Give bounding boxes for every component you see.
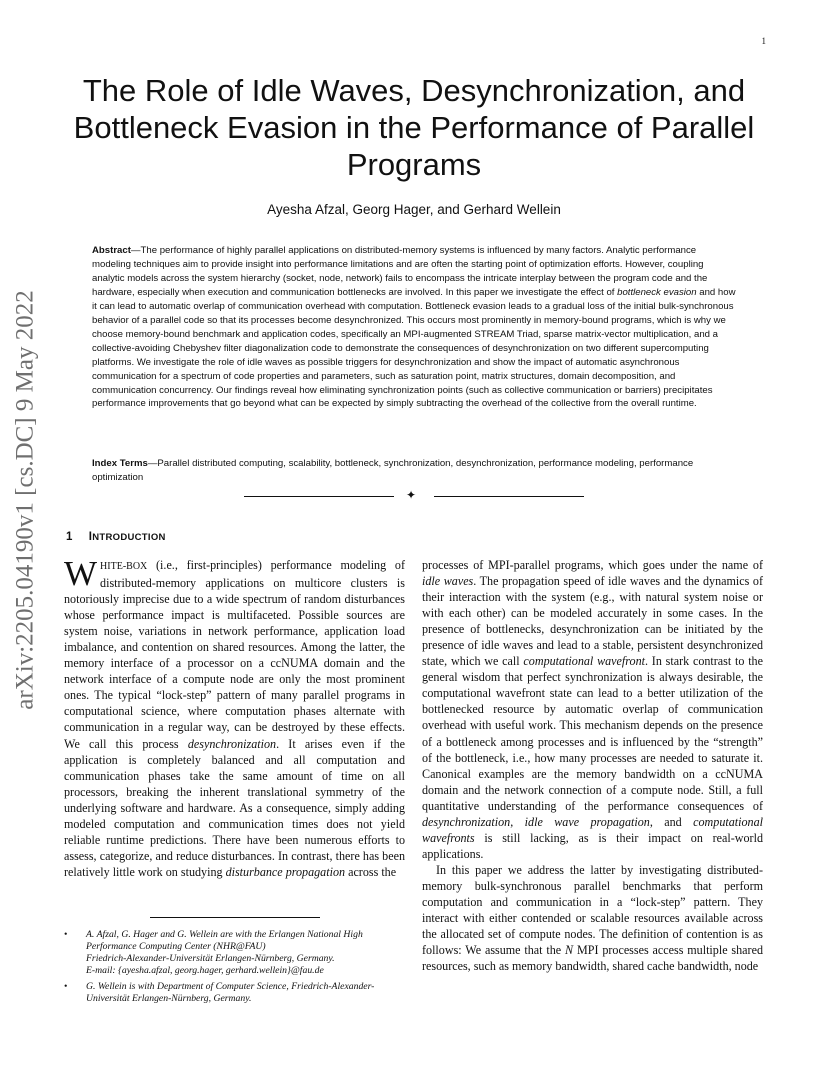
body-emphasis: N: [565, 943, 574, 958]
abstract-text-b: and how it can lead to automatic overlap of communication overhead with computation. Bottleneck evasion leads to a gradual loss of the initial bulk-synchronous behavior of a parallel code so that its processes become desynchronized. This occurs most prominently in memory-bound programs, which is why we choose memory-bound benchmark and application codes, specifically an MPI-augmented STREAM Triad, sparse matrix-vector multiplication, and a collective-avoiding Chebyshev filter diagonalization code to demonstrate the consequences of desynchronization on two different supercomputing platforms. We investigate the role of idle waves as possible triggers for desynchronization and show the impact of automatic asynchronous communication for a spectrum of code properties and parameters, such as saturation point, matrix structures, domain decomposition, and communication concurrency. Our findings reveal how eliminating synchronization points (such as collective communication or barriers) precipitates performance improvements that go beyond what can be expected by simply subtracting the overhead of the collective from the overall runtime.: [92, 286, 736, 410]
intro-paragraph-1: [64, 554, 406, 880]
abstract: [92, 244, 736, 411]
section-title-rest: NTRODUCTION: [92, 532, 166, 543]
intro-paragraph-2: [422, 862, 763, 974]
section-number: 1: [66, 531, 73, 543]
footnotes: [64, 929, 409, 1010]
section-title-initial: I: [88, 531, 93, 543]
body-emphasis: computational wavefront: [523, 654, 645, 669]
index-terms-dash: —: [147, 458, 158, 469]
index-terms-label: Index Terms: [92, 458, 148, 469]
footnote-text: A. Afzal, G. Hager and G. Wellein are with the Erlangen National High Performance Computing Center (NHR@FAU) Friedrich-Alexander-Universität Erlangen-Nürnberg, Germany. E-mail: {ayesha.afzal, georg.hager, gerhard.wellein}@fau.de: [86, 929, 363, 977]
abstract-label: Abstract: [92, 245, 131, 256]
lead-smallcaps: HITE-BOX: [100, 561, 148, 572]
footnote-rule: [150, 917, 320, 918]
body-emphasis: disturbance propagation: [225, 864, 346, 879]
body-column-left: [64, 554, 406, 880]
body-text: is still lacking, as is their impact on real-world applications.: [422, 830, 763, 861]
index-terms-text: Parallel distributed computing, scalability, bottleneck, synchronization, desynchronization, performance modeling, performance optimization: [92, 458, 694, 483]
body-text: across the: [345, 864, 397, 879]
page-number: 1: [761, 36, 766, 46]
body-emphasis: idle waves: [422, 574, 474, 589]
footnote-item: [64, 981, 409, 1005]
abstract-emphasis: bottleneck evasion: [617, 286, 697, 298]
divider-star-icon: ✦: [406, 488, 417, 502]
arxiv-stamp: [6, 285, 46, 715]
footnote-item: [64, 929, 409, 977]
arxiv-stamp-text: arXiv:2205.04190v1 [cs.DC] 9 May 2022: [12, 290, 39, 710]
section-divider: [244, 489, 584, 503]
body-column-right: [422, 557, 763, 974]
body-text: . The propagation speed of idle waves and the dynamics of their interaction with the system (e.g., with natural system noise or with each other) can be modeled accurately in some cases. In the presence of bottlenecks, desynchronization can be initiated by the presence of idle waves and lead to a stable, persistent desynchronized state, which we call: [422, 574, 763, 669]
divider-line-right: [434, 496, 584, 497]
body-emphasis: computational wavefronts: [422, 814, 763, 845]
body-emphasis: desynchronization: [187, 736, 277, 751]
divider-line-left: [244, 496, 394, 497]
intro-paragraph-1-continued: [422, 557, 763, 862]
abstract-dash: —: [130, 245, 141, 256]
body-text: MPI processes access multiple shared resources, such as memory bandwidth, shared cache bandwidth, node: [422, 943, 763, 974]
body-text: (i.e., first-principles) performance modeling of distributed-memory applications on multicore clusters is notoriously imprecise due to a wide spectrum of random disturbances whose performance impact is multifaceted. Possible sources are system noise, variations in network performance, application load imbalance, and contention on shared resources. Among the latter, the memory interface of a processor on a ccNUMA domain and the network interface of a compute node are only the most prominent ones. The typical “lock-step” pattern of many parallel programs in computational science, where computation phases alternate with communication in a regular way, can be destroyed by these effects. We call this process: [64, 558, 405, 751]
bullet-icon: •: [64, 981, 68, 993]
body-text: ,: [510, 814, 525, 829]
body-emphasis: idle wave propagation: [524, 814, 650, 829]
index-terms: [92, 457, 736, 484]
author-list: Ayesha Afzal, Georg Hager, and Gerhard Wellein: [267, 202, 561, 217]
body-text: , and: [649, 814, 694, 829]
bullet-icon: •: [64, 929, 68, 940]
abstract-text-a: The performance of highly parallel applications on distributed-memory systems is influenced by many factors. Analytic performance modeling techniques aim to provide insight into performance limitations and are often the starting point of optimization efforts. However, coupling analytic models across the system hierarchy (socket, node, network) fails to encompass the intricate interplay between the program code and the hardware, especially when execution and communication bottlenecks are involved. In this paper we investigate the effect of: [92, 245, 708, 298]
footnote-text: G. Wellein is with Department of Computer Science, Friedrich-Alexander-Universität Erlangen-Nürnberg, Germany.: [86, 981, 375, 1005]
body-text: . In stark contrast to the general wisdom that perfect synchronization is always desirable, the computational wavefront state can lead to a better utilization of the bottlenecked resource by automatic overlap of communication overhead with useful work. This mechanism depends on the presence of a bottleneck among processes and is influenced by the “strength” of the bottleneck, i.e., how many processes are needed to saturate it. Canonical examples are the memory bandwidth on a ccNUMA domain and the network connection of a compute node. Still, a full quantitative understanding of the performance consequences of: [422, 654, 763, 813]
body-text: . It arises even if the application is completely balanced and all computation and communication phases take the same amount of time on all processors, breaking the inherent translational symmetry of the underlying software and hardware. As a consequence, simply adding modeled computation and communication times does not yield reliable runtime predictions. There have been numerous efforts to assess, categorize, and reduce disturbances. In contrast, there has been relatively little work on studying: [64, 736, 406, 879]
body-text: In this paper we address the latter by investigating distributed-memory bulk-synchronous parallel benchmarks that perform computation and communication in a “lock-step” pattern. They interact with either contended or scalable resources available across the allocated set of compute nodes. The definition of contention is as follows: We assume that the: [422, 862, 763, 958]
body-emphasis: desynchronization: [422, 814, 511, 829]
body-text: processes of MPI-parallel programs, which goes under the name of: [422, 558, 763, 572]
section-heading: [66, 531, 166, 543]
paper-title: The Role of Idle Waves, Desynchronization, and Bottleneck Evasion in the Performance of Parallel Programs: [73, 73, 755, 182]
dropcap: W: [64, 554, 98, 593]
